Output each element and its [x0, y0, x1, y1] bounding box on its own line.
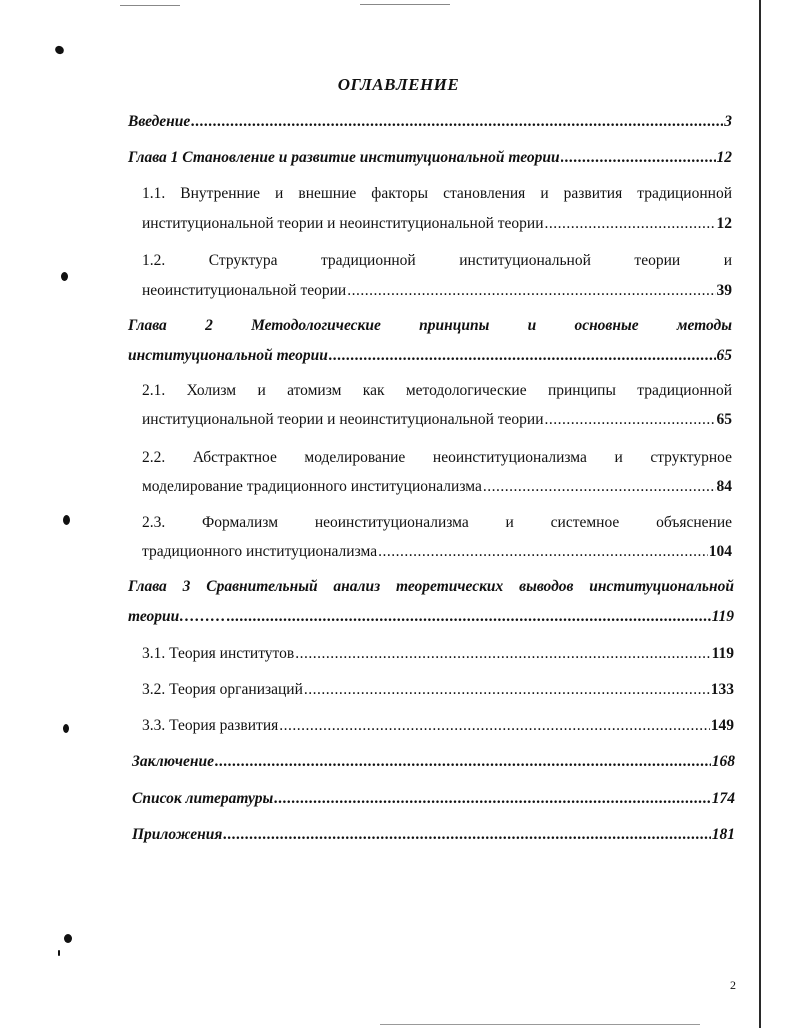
dot-leader — [483, 479, 716, 495]
toc-page-number: 168 — [711, 753, 735, 770]
dot-leader — [561, 150, 716, 166]
dot-leader — [295, 646, 710, 662]
toc-entry-chapter-2-line1: Глава 2 Методологические принципы и основные методы — [128, 317, 732, 334]
toc-entry-text: институциональной теории и неоинституциональной теории — [142, 215, 544, 232]
toc-entry-1-2-line1: 1.2. Структура традиционной институциональной теории и — [142, 252, 732, 269]
scan-artifact — [380, 1024, 700, 1025]
binder-hole-mark — [61, 272, 68, 281]
toc-page-number: 12 — [716, 149, 732, 166]
scan-artifact — [360, 4, 450, 5]
toc-entry-intro — [128, 114, 732, 130]
toc-entry-text: Приложения — [132, 826, 223, 843]
toc-entry-2-2 — [142, 479, 732, 495]
dot-leader — [227, 609, 711, 625]
toc-entry-chapter-3 — [128, 609, 734, 625]
toc-page-number: 84 — [716, 478, 732, 495]
dot-leader — [215, 754, 711, 770]
dot-leader — [545, 216, 716, 232]
toc-entry-2-1-line1: 2.1. Холизм и атомизм как методологические принципы традиционной — [142, 382, 732, 399]
binder-hole-mark — [64, 934, 72, 943]
toc-entry-text: Введение — [128, 113, 191, 130]
toc-entry-literature — [132, 791, 735, 807]
binder-hole-mark — [58, 950, 60, 956]
toc-page-number: 133 — [710, 681, 734, 698]
toc-entry-text: Заключение — [132, 753, 214, 770]
toc-entry-2-2-line1: 2.2. Абстрактное моделирование неоинституционализма и структурное — [142, 449, 732, 466]
toc-entry-text: 3.1. Теория институтов — [142, 645, 295, 662]
toc-entry-3-1 — [142, 646, 734, 662]
toc-entry-chapter-3-line1: Глава 3 Сравнительный анализ теоретических выводов институциональной — [128, 578, 734, 595]
dot-leader — [304, 682, 710, 698]
dot-leader — [279, 718, 710, 734]
toc-entry-text: институциональной теории — [128, 347, 328, 364]
toc-entry-chapter-1 — [128, 150, 732, 166]
toc-entry-text: моделирование традиционного институционализма — [142, 478, 482, 495]
toc-entry-1-1 — [142, 216, 732, 232]
toc-entry-appendix — [132, 827, 735, 843]
dot-leader — [545, 412, 716, 428]
binder-hole-mark — [54, 44, 66, 56]
toc-entry-conclusion — [132, 754, 735, 770]
dot-leader — [378, 544, 708, 560]
toc-entry-text: институциональной теории и неоинституциональной теории — [142, 411, 544, 428]
toc-page-number: 181 — [711, 826, 735, 843]
toc-page-number: 174 — [711, 790, 735, 807]
toc-page-number: 12 — [716, 215, 732, 232]
page-edge-shadow — [759, 0, 761, 1028]
toc-page-number: 119 — [711, 608, 734, 625]
toc-page-number: 39 — [716, 282, 732, 299]
toc-entry-text: 3.2. Теория организаций — [142, 681, 303, 698]
dot-leader — [329, 348, 716, 364]
toc-entry-3-3 — [142, 718, 734, 734]
dot-leader — [191, 114, 723, 130]
binder-hole-mark — [63, 515, 70, 525]
toc-page-number: 104 — [708, 543, 732, 560]
toc-entry-text: традиционного институционализма — [142, 543, 378, 560]
dot-leader — [274, 791, 711, 807]
toc-page-number: 149 — [710, 717, 734, 734]
toc-entry-text: Список литературы — [132, 790, 274, 807]
toc-page-number: 65 — [716, 347, 732, 364]
toc-entry-text: теории……… — [128, 608, 226, 625]
toc-entry-3-2 — [142, 682, 734, 698]
toc-page-number: 119 — [711, 645, 734, 662]
toc-page-number: 65 — [716, 411, 732, 428]
dot-leader — [223, 827, 710, 843]
toc-entry-2-3 — [142, 544, 732, 560]
toc-entry-2-3-line1: 2.3. Формализм неоинституционализма и системное объяснение — [142, 514, 732, 531]
toc-entry-text: 3.3. Теория развития — [142, 717, 279, 734]
dot-leader — [347, 283, 715, 299]
toc-entry-text: Глава 1 Становление и развитие институциональной теории — [128, 149, 560, 166]
toc-entry-2-1 — [142, 412, 732, 428]
scan-artifact — [120, 5, 180, 6]
toc-entry-text: неоинституциональной теории — [142, 282, 347, 299]
toc-entry-chapter-2 — [128, 348, 732, 364]
binder-hole-mark — [63, 724, 69, 733]
toc-entry-1-1-line1: 1.1. Внутренние и внешние факторы становления и развития традиционной — [142, 185, 732, 202]
page-number: 2 — [730, 978, 736, 992]
toc-entry-1-2 — [142, 283, 732, 299]
toc-page-number: 3 — [724, 113, 732, 130]
document-title: ОГЛАВЛЕНИЕ — [337, 75, 460, 94]
